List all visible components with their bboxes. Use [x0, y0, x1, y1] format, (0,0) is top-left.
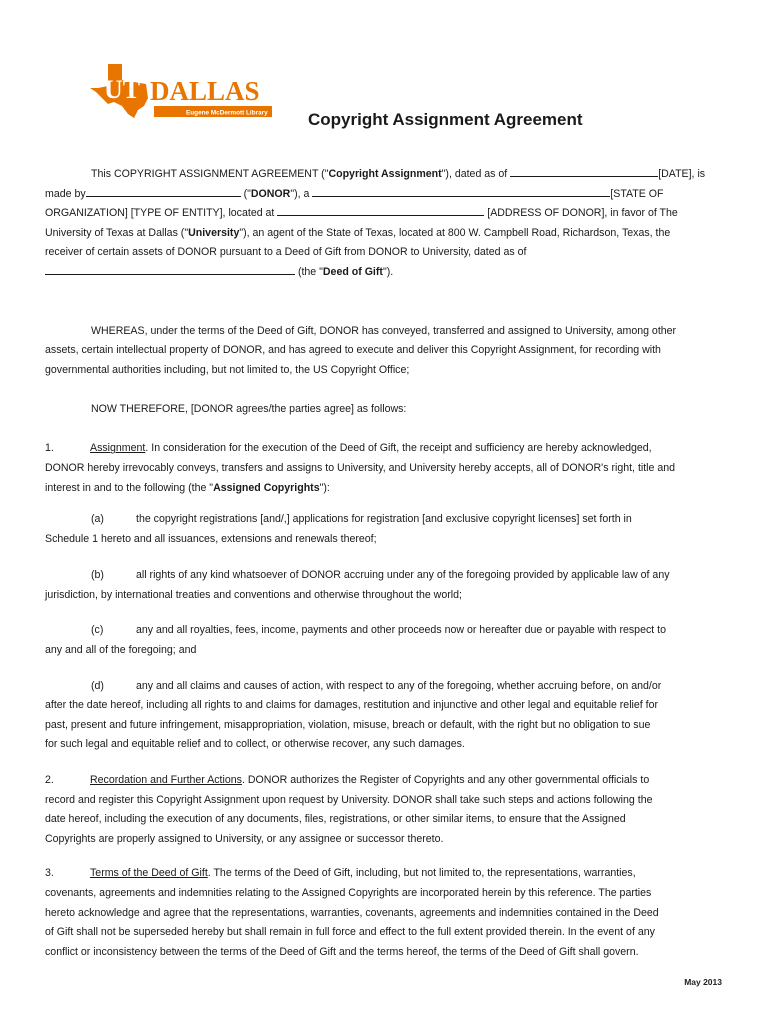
section-3-line-1: 3. Terms of the Deed of Gift. The terms of the Deed of Gift, including, but not limited to, the representations, warranties, — [45, 867, 636, 880]
section-2-line-3: date hereof, including the execution of any documents, files, registrations, or other similar items, to ensure that the Assigned — [45, 813, 626, 826]
section-2-line-2: record and register this Copyright Assignment upon request by University. DONOR shall take such steps and actions following the — [45, 793, 653, 806]
donor-name-blank[interactable] — [86, 185, 241, 197]
date-blank[interactable] — [510, 165, 658, 177]
intro-line-6: (the "Deed of Gift"). — [45, 263, 723, 283]
intro-line-5: receiver of certain assets of DONOR pursuant to a Deed of Gift from DONOR to University, dated as of — [45, 246, 527, 259]
clause-a-line-1: (a) the copyright registrations [and/,] applications for registration [and exclusive copyright licenses] set forth in — [91, 513, 632, 526]
section-1-line-2: DONOR hereby irrevocably conveys, transfers and assigns to University, and University hereby accepts, all of DONOR's right, title and — [45, 461, 676, 474]
utd-logo — [88, 58, 278, 120]
section-2-line-4: Copyrights are properly assigned to University, or any assignee or successor thereto. — [45, 832, 444, 845]
clause-a-line-2: Schedule 1 hereto and all issuances, extensions and renewals thereof; — [45, 532, 377, 545]
section-3-line-5: conflict or inconsistency between the terms of the Deed of Gift and the terms hereof, the terms of the Deed of Gift shall govern. — [45, 945, 639, 958]
whereas-line-2: assets, certain intellectual property of DONOR, and has agreed to execute and deliver this Copyright Assignment, for recording with — [45, 344, 661, 357]
section-2-heading: Recordation and Further Actions — [90, 774, 242, 787]
section-3-line-2: covenants, agreements and indemnities relating to the Assigned Copyrights are incorporated herein by this reference. The parties — [45, 887, 652, 899]
intro-line-1: This COPYRIGHT ASSIGNMENT AGREEMENT ("Copyright Assignment"), dated as of [DATE], is — [45, 165, 723, 185]
logo-dallas: DALLAS — [150, 76, 260, 106]
section-3-line-4: of Gift shall not be superseded hereby but shall remain in full force and effect to the full extent provided therein. In the event of any — [45, 926, 655, 939]
clause-d-line-2: after the date hereof, including all rights to and claims for damages, restitution and injunctive and other legal and equitable relief for — [45, 699, 659, 712]
document-body — [45, 165, 723, 962]
logo-subtitle: Eugene McDermott Library — [186, 109, 268, 117]
intro-line-4: University of Texas at Dallas ("University"), an agent of the State of Texas, located at 800 W. Campbell Road, Richardson, Texas, the — [45, 226, 671, 239]
clause-c-line-1: (c) any and all royalties, fees, income, payments and other proceeds now or hereafter due or payable with respect to — [91, 624, 666, 637]
section-1-heading: Assignment — [90, 442, 146, 455]
intro-line-2: made by ("DONOR"), a [STATE OF — [45, 185, 723, 205]
clause-b-line-2: jurisdiction, by international treaties and conventions and otherwise throughout the world; — [45, 588, 462, 601]
clause-d-line-3: past, present and future infringement, misappropriation, violation, misuse, breach or default, with the right but no obligation to sue — [45, 718, 651, 731]
whereas-line-3: governmental authorities including, but not limited to, the US Copyright Office; — [45, 363, 410, 376]
whereas-line-1: WHEREAS, under the terms of the Deed of Gift, DONOR has conveyed, transferred and assigned to University, among other — [91, 324, 677, 337]
section-1-line-3: interest in and to the following (the "Assigned Copyrights"): — [45, 481, 330, 494]
state-entity-blank[interactable] — [312, 185, 610, 197]
intro-line-3: ORGANIZATION] [TYPE OF ENTITY], located at [ADDRESS OF DONOR], in favor of The — [45, 204, 723, 224]
section-3-line-3: hereto acknowledge and agree that the representations, warranties, covenants, agreements and indemnities contained in the Deed — [45, 906, 659, 919]
footer-date: May 2013 — [684, 977, 722, 987]
section-1-line-1: 1. Assignment. In consideration for the execution of the Deed of Gift, the receipt and sufficiency are hereby acknowledged, — [45, 442, 652, 455]
donor-address-blank[interactable] — [277, 204, 484, 216]
section-3-heading: Terms of the Deed of Gift — [90, 867, 208, 880]
logo-ut: UT — [104, 75, 141, 104]
section-2-line-1: 2. Recordation and Further Actions. DONOR authorizes the Register of Copyrights and any other governmental officials to — [45, 774, 650, 787]
clause-d-line-4: for such legal and equitable relief and to collect, or otherwise recover, any such damages. — [45, 738, 465, 751]
deed-date-blank[interactable] — [45, 263, 295, 275]
clause-b-line-1: (b) all rights of any kind whatsoever of DONOR accruing under any of the foregoing provided by applicable law of any — [91, 569, 670, 582]
clause-d-line-1: (d) any and all claims and causes of action, with respect to any of the foregoing, whether accruing before, on and/or — [91, 679, 662, 692]
clause-c-line-2: any and all of the foregoing; and — [45, 644, 197, 657]
now-therefore: NOW THEREFORE, [DONOR agrees/the parties agree] as follows: — [91, 403, 407, 416]
page-title: Copyright Assignment Agreement — [308, 110, 583, 129]
